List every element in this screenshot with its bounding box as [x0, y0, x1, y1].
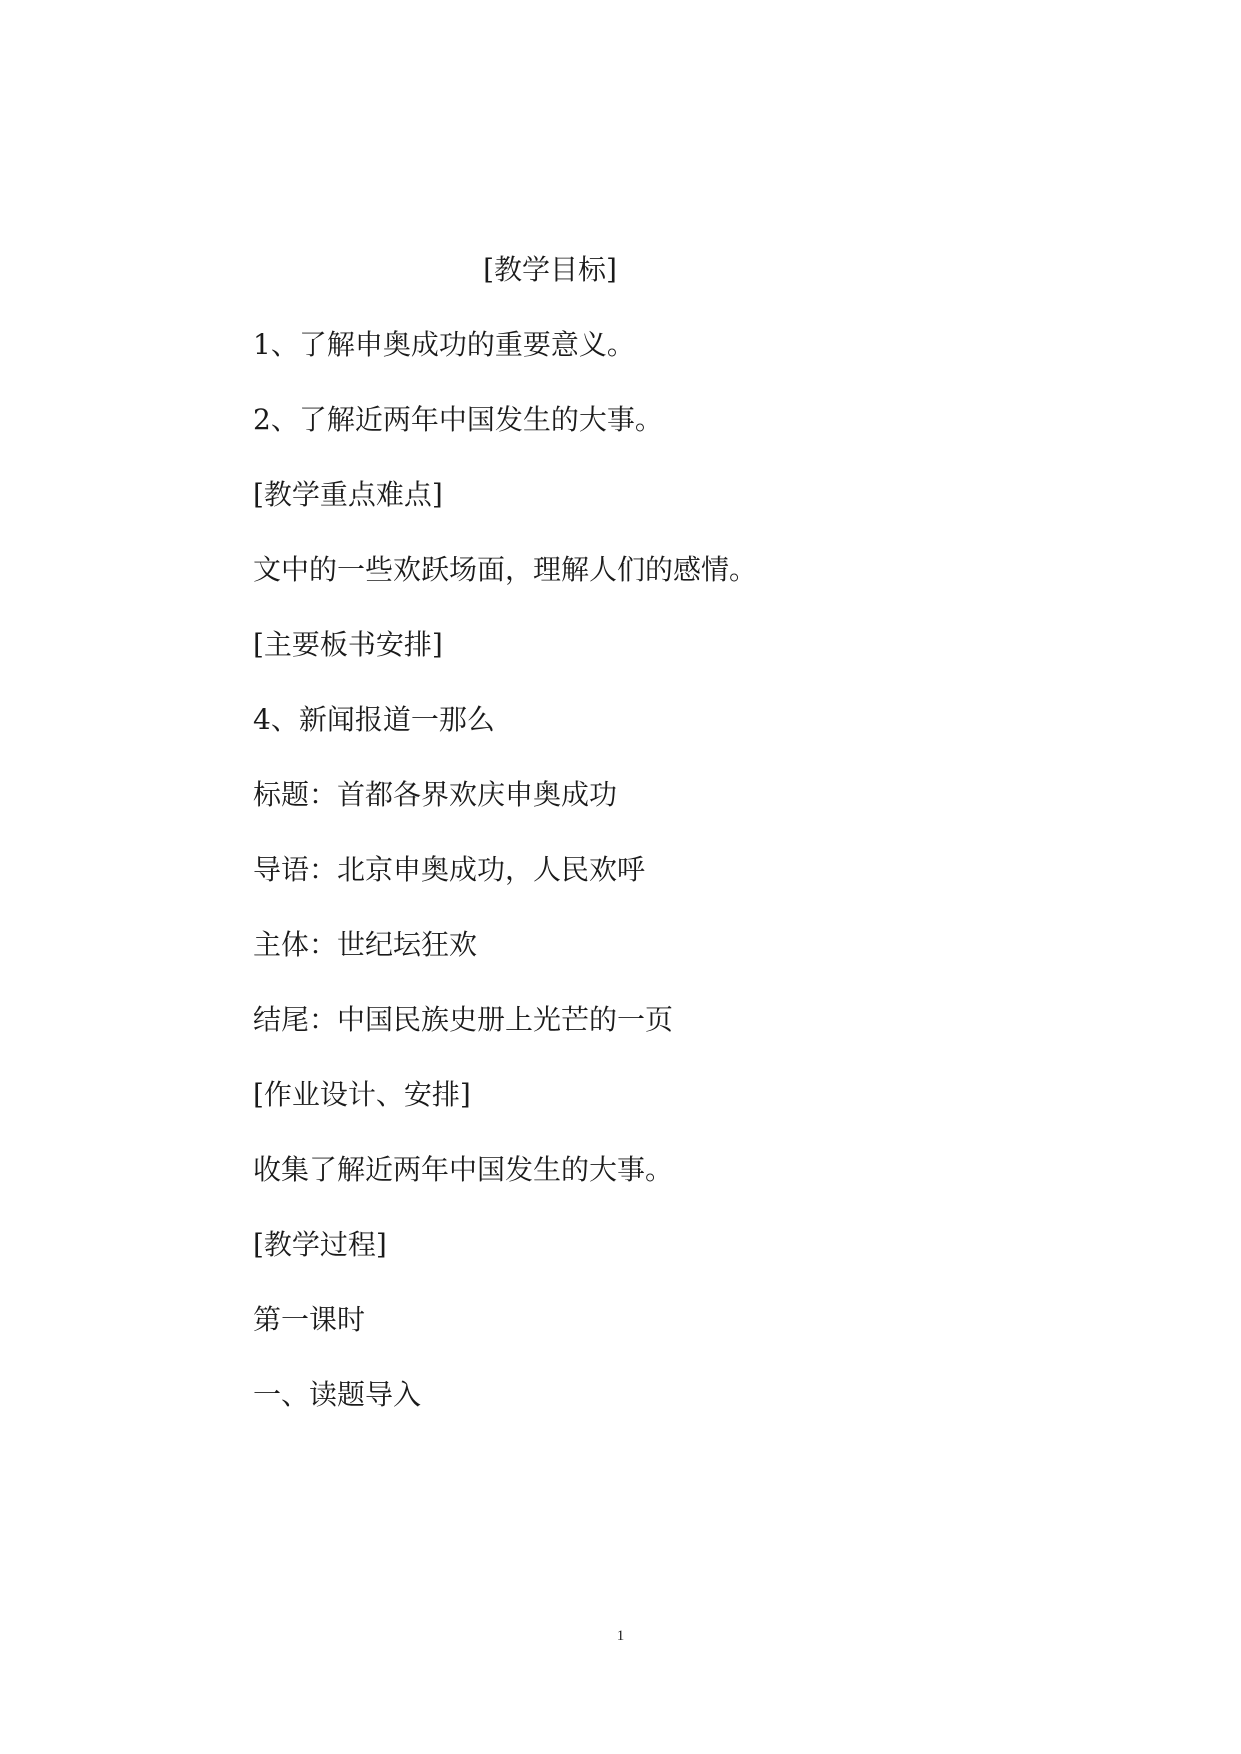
objective-item-1: 1、了解申奥成功的重要意义。: [253, 328, 635, 361]
blackboard-item-title: 4、新闻报道一那么: [253, 703, 495, 736]
blackboard-item-headline: 标题：首都各界欢庆申奥成功: [253, 778, 618, 811]
process-step-1: 一、读题导入: [253, 1378, 422, 1411]
blackboard-item-body: 主体：世纪坛狂欢: [253, 928, 478, 961]
lesson-label: 第一课时: [253, 1303, 366, 1336]
section-heading-key-points: [教学重点难点]: [253, 478, 443, 511]
key-points-text: 文中的一些欢跃场面，理解人们的感情。: [253, 553, 758, 586]
homework-text: 收集了解近两年中国发生的大事。: [253, 1153, 674, 1186]
blackboard-item-ending: 结尾：中国民族史册上光芒的一页: [253, 1003, 674, 1036]
section-heading-teaching-objectives: [教学目标]: [483, 253, 617, 286]
section-heading-blackboard-plan: [主要板书安排]: [253, 628, 443, 661]
section-heading-teaching-process: [教学过程]: [253, 1228, 387, 1261]
section-heading-homework: [作业设计、安排]: [253, 1078, 471, 1111]
blackboard-item-lead: 导语：北京申奥成功，人民欢呼: [253, 853, 646, 886]
page-number: 1: [616, 1628, 625, 1644]
objective-item-2: 2、了解近两年中国发生的大事。: [253, 403, 663, 436]
